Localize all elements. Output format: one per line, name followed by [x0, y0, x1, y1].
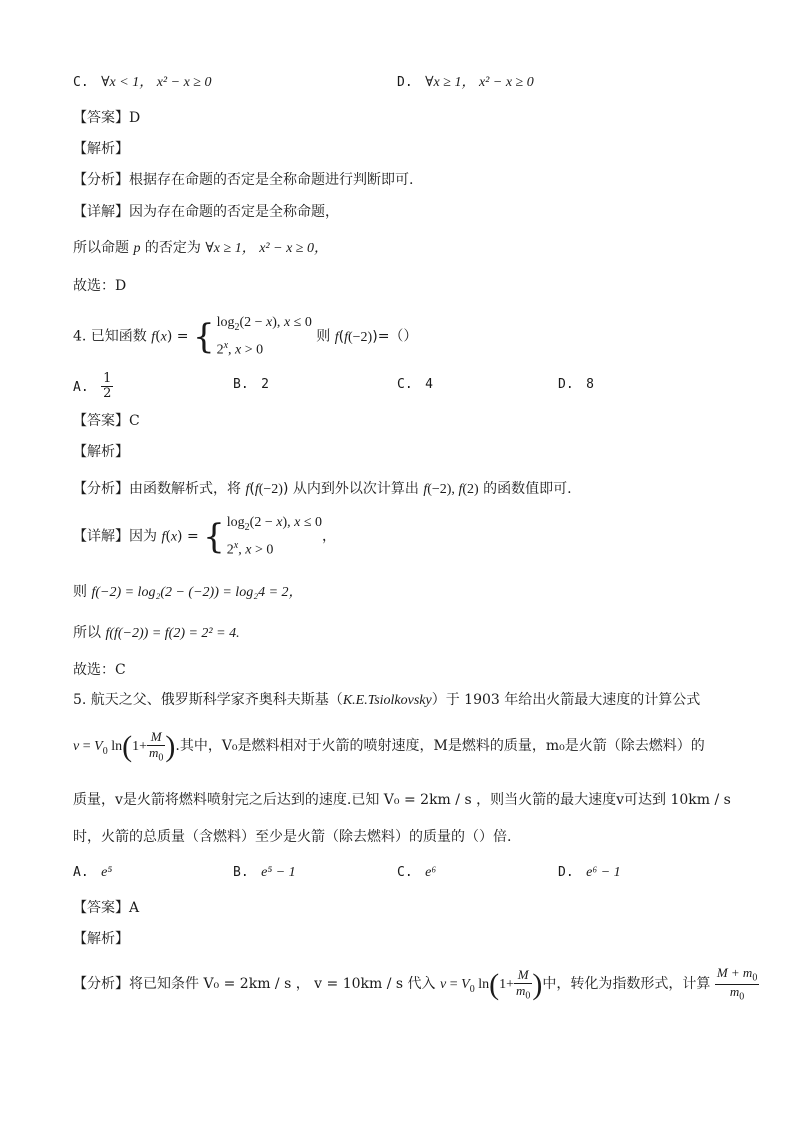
- question-5-formula-line: [73, 726, 705, 772]
- composite-expr: f(f(−2)): [334, 328, 378, 345]
- q4-option-d: [558, 374, 602, 395]
- text-segment: =（）: [377, 328, 418, 345]
- analysis-heading: 【解析】: [73, 141, 129, 157]
- rocket-formula: $v = V_0$ ln(1+ $\frac{M}{m_0}$ ): [73, 729, 176, 764]
- text-segment: 【详解】因为: [73, 528, 157, 545]
- option-label: B.: [233, 377, 249, 392]
- math-expression: f(−2) = log₂(2 − (−2)) = log₂4 = 2，: [91, 585, 303, 600]
- text-segment: 所以: [73, 625, 101, 641]
- option-d-text: ∀x ≥ 1， x² − x ≥ 0: [425, 75, 534, 90]
- text-segment: 则: [73, 584, 87, 600]
- option-value: e⁶: [425, 865, 437, 880]
- text-segment: 从内到外以次计算出: [292, 481, 419, 497]
- q4-option-a: [73, 372, 113, 402]
- scientist-name: K.E.Tsiolkovsky: [342, 693, 432, 708]
- text-segment: 中，转化为指数形式，计算: [542, 976, 711, 992]
- analysis-summary: [73, 476, 572, 503]
- q4-option-c: [397, 374, 441, 395]
- analysis-summary: 【分析】根据存在命题的否定是全称命题进行判断即可.: [73, 172, 414, 188]
- question-5-stem-4: 时，火箭的总质量（含燃料）至少是火箭（除去燃料）的质量的（）倍.: [73, 829, 512, 845]
- piecewise-cases: $\log_2(2 - x)$, x ≤ 0 2$^x$, x > 0: [226, 515, 323, 558]
- answer-line: 【答案】D: [73, 110, 141, 126]
- text-segment: 的否定为: [144, 240, 201, 256]
- q5-option-b: [233, 862, 296, 883]
- question-5-stem-3: 质量，v是火箭将燃料喷射完之后达到的速度.已知 V₀ = 2km / s ，则当火箭的最大速度v可达到 10km / s: [73, 792, 731, 808]
- option-label: B.: [233, 865, 249, 880]
- choose-line: 故选：C: [73, 662, 126, 678]
- option-c: [73, 72, 211, 93]
- question-4-stem: 4. 已知函数 f(x) = { $\log_2(2 - x)$, x ≤ 0 2$^x$, x > 0 则 f(f(−2))=（）: [73, 315, 418, 358]
- option-value: 4: [425, 377, 433, 392]
- math-expression: f(−2), f(2): [423, 482, 479, 497]
- detail-line-2: [73, 238, 328, 259]
- option-value: 2: [261, 377, 269, 392]
- option-label: C.: [73, 75, 89, 90]
- option-label: D.: [558, 865, 574, 880]
- text-segment: 5. 航天之父、俄罗斯科学家齐奥科夫斯基（: [73, 692, 343, 708]
- mass-ratio-fraction: $\frac{M + m_0}{m_0}$: [716, 964, 758, 1003]
- option-label: D.: [558, 377, 574, 392]
- option-value: e⁵ − 1: [261, 865, 296, 880]
- piecewise-cases: $\log_2(2 - x)$, x ≤ 0 2$^x$, x > 0: [216, 315, 312, 358]
- option-label: C.: [397, 377, 413, 392]
- fraction-one-half: $\frac{1}{2}$: [103, 371, 112, 402]
- function-name: f: [151, 329, 156, 345]
- text-segment: 则: [316, 328, 331, 345]
- text-segment: 4. 已知函数: [73, 328, 147, 345]
- analysis-heading: 【解析】: [73, 444, 129, 460]
- left-brace: {: [192, 316, 215, 357]
- option-value: 8: [586, 377, 594, 392]
- text-segment: 所以命题: [73, 240, 129, 256]
- left-brace: {: [203, 516, 225, 557]
- text-segment: 【分析】由函数解析式，将: [73, 481, 241, 497]
- q5-option-a: [73, 862, 112, 883]
- math-expression: f(f(−2)): [245, 481, 289, 497]
- answer-line: 【答案】A: [73, 900, 140, 916]
- text-segment: 的函数值即可.: [483, 481, 572, 497]
- question-5-stem-1: [73, 690, 700, 711]
- option-label: A.: [73, 379, 89, 395]
- option-label: C.: [397, 865, 413, 880]
- option-d: [397, 72, 534, 93]
- rocket-formula: $v = V_0$ ln(1+ $\frac{M}{m_0}$ ): [440, 967, 543, 1002]
- text-segment: ）于 1903 年给出火箭最大速度的计算公式: [431, 692, 701, 708]
- q4-option-b: [233, 374, 277, 395]
- analysis-heading: 【解析】: [73, 931, 129, 947]
- option-label: D.: [397, 75, 413, 90]
- detail-line-3: [73, 623, 240, 644]
- option-value: e⁶ − 1: [586, 865, 621, 880]
- detail-line: 【详解】因为存在命题的否定是全称命题，: [73, 204, 339, 220]
- math-expression: f(f(−2)) = f(2) = 2² = 4.: [105, 626, 240, 641]
- detail-line: 【详解】因为 f(x) = { $\log_2(2 - x)$, x ≤ 0 2$^x$, x > 0，: [73, 515, 337, 558]
- analysis-summary: [73, 964, 759, 1010]
- function-name: f: [161, 529, 166, 545]
- answer-line: 【答案】C: [73, 413, 140, 429]
- choose-line: 故选：D: [73, 278, 127, 294]
- option-label: A.: [73, 865, 89, 880]
- text-segment: 【分析】将已知条件 V₀ = 2km / s ， v = 10km / s 代入: [73, 976, 436, 992]
- detail-line-2: [73, 582, 303, 603]
- text-segment: .其中，V₀是燃料相对于火箭的喷射速度，M是燃料的质量，m₀是火箭（除去燃料）的: [175, 738, 705, 754]
- option-value: e⁵: [101, 865, 113, 880]
- math-expression: ∀x ≥ 1， x² − x ≥ 0，: [205, 241, 328, 256]
- q5-option-d: [558, 862, 621, 883]
- math-p: p: [133, 241, 141, 256]
- option-c-text: ∀x < 1， x² − x ≥ 0: [101, 75, 212, 90]
- q5-option-c: [397, 862, 436, 883]
